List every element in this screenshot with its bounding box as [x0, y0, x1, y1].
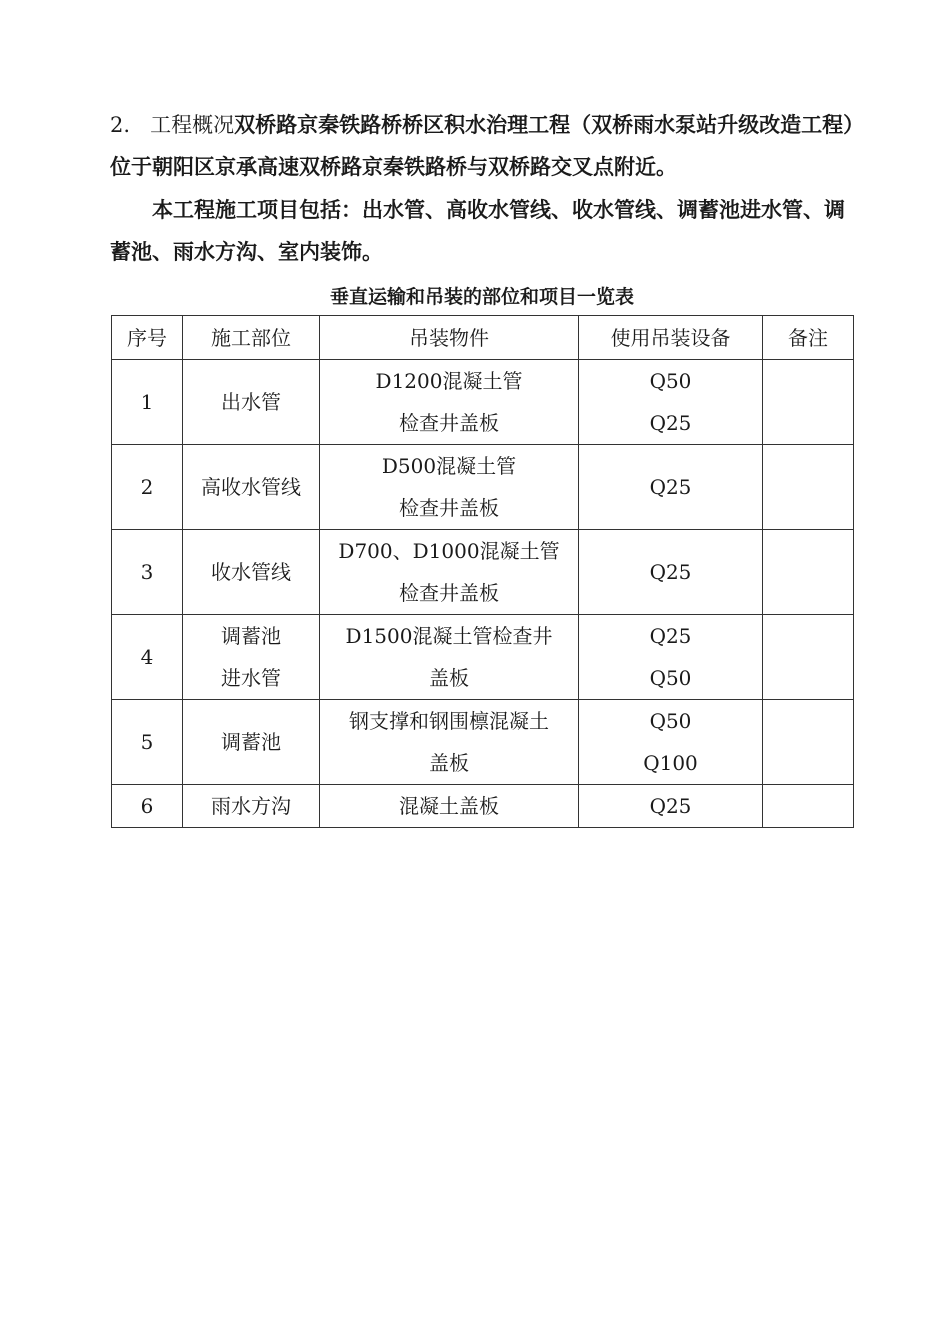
cell-part: [183, 615, 320, 700]
cell-part-line: 调蓄池: [221, 624, 281, 648]
cell-no: 2: [112, 445, 183, 530]
cell-equipment: [579, 615, 763, 700]
table-header-row: [112, 316, 854, 360]
cell-note: [763, 700, 854, 785]
scope-paragraph: [110, 189, 855, 273]
cell-items-line: 检查井盖板: [399, 496, 499, 520]
cell-equipment: [579, 445, 763, 530]
table-caption: 垂直运输和吊装的部位和项目一览表: [329, 286, 634, 308]
cell-equipment-line: Q50: [649, 709, 692, 733]
table-row: [112, 530, 854, 615]
cell-items-line: D700、D1000混凝土管: [338, 539, 560, 563]
cell-no: 6: [112, 785, 183, 828]
cell-part: [183, 700, 320, 785]
scope-text: 本工程施工项目包括：出水管、高收水管线、收水管线、调蓄池进水管、调蓄池、雨水方沟、室内装饰。: [110, 198, 845, 264]
cell-part-line: 高收水管线: [201, 475, 301, 499]
cell-items-line: D1200混凝土管: [375, 369, 523, 393]
cell-note: [763, 785, 854, 828]
cell-note: [763, 445, 854, 530]
header-note: 备注: [763, 316, 854, 360]
table-row: [112, 785, 854, 828]
cell-equipment-line: Q25: [649, 560, 692, 584]
cell-part: [183, 785, 320, 828]
cell-items: [320, 445, 579, 530]
cell-items-line: 盖板: [429, 666, 469, 690]
cell-part: [183, 360, 320, 445]
cell-no: 4: [112, 615, 183, 700]
cell-items: [320, 360, 579, 445]
cell-items: [320, 700, 579, 785]
cell-part-line: 进水管: [221, 666, 281, 690]
cell-equipment: [579, 360, 763, 445]
cell-items-line: 钢支撑和钢围檩混凝土: [349, 709, 549, 733]
cell-equipment-line: Q25: [649, 411, 692, 435]
cell-no: 3: [112, 530, 183, 615]
overview-paragraph: [110, 104, 855, 188]
cell-note: [763, 615, 854, 700]
table-row: [112, 445, 854, 530]
cell-items-line: D500混凝土管: [381, 454, 517, 478]
cell-equipment: [579, 530, 763, 615]
cell-note: [763, 360, 854, 445]
cell-no: 5: [112, 700, 183, 785]
section-number: 2.: [110, 113, 131, 137]
cell-items-line: 盖板: [429, 751, 469, 775]
overview-text: 双桥路京秦铁路桥桥区积水治理工程（双桥雨水泵站升级改造工程）位于朝阳区京承高速双桥路京秦铁路桥与双桥路交叉点附近。: [110, 113, 854, 179]
cell-items-line: 检查井盖板: [399, 581, 499, 605]
cell-equipment-line: Q25: [649, 794, 692, 818]
cell-equipment-line: Q50: [649, 666, 692, 690]
header-equipment: 使用吊装设备: [579, 316, 763, 360]
cell-equipment-line: Q50: [649, 369, 692, 393]
cell-part-line: 收水管线: [211, 560, 291, 584]
table-row: [112, 615, 854, 700]
table-row: [112, 360, 854, 445]
cell-part-line: 雨水方沟: [211, 794, 291, 818]
section-heading: 工程概况: [150, 113, 235, 137]
table-row: [112, 700, 854, 785]
cell-note: [763, 530, 854, 615]
cell-items-line: 检查井盖板: [399, 411, 499, 435]
cell-part-line: 出水管: [221, 390, 281, 414]
header-part: 施工部位: [183, 316, 320, 360]
cell-equipment-line: Q25: [649, 475, 692, 499]
cell-equipment: [579, 700, 763, 785]
cell-items: [320, 530, 579, 615]
cell-items: [320, 615, 579, 700]
lifting-table: [111, 315, 854, 828]
cell-items: [320, 785, 579, 828]
cell-items-line: D1500混凝土管检查井: [345, 624, 553, 648]
cell-part: [183, 445, 320, 530]
cell-equipment-line: Q100: [643, 751, 698, 775]
cell-equipment: [579, 785, 763, 828]
cell-part-line: 调蓄池: [221, 730, 281, 754]
cell-equipment-line: Q25: [649, 624, 692, 648]
cell-part: [183, 530, 320, 615]
header-items: 吊装物件: [320, 316, 579, 360]
header-no: 序号: [112, 316, 183, 360]
cell-no: 1: [112, 360, 183, 445]
cell-items-line: 混凝土盖板: [399, 794, 499, 818]
